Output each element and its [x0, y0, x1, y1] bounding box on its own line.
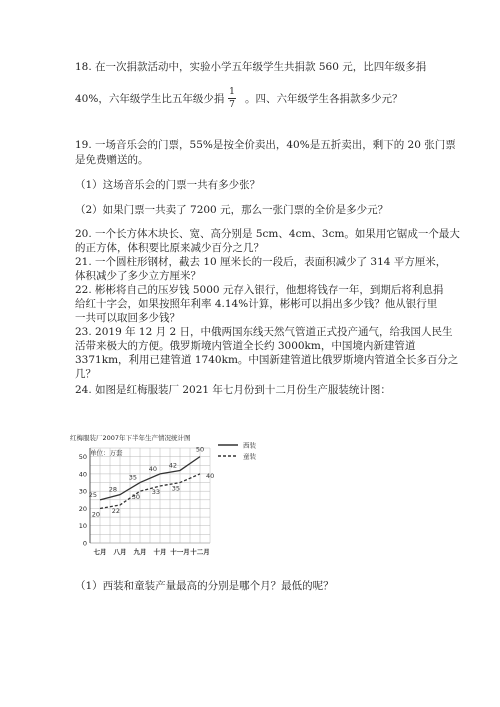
- q22-line2: 给红十字会，如果按照年利率 4.14%计算，彬彬可以捐出多少钱？他从银行里: [75, 298, 438, 310]
- y-tick-label: 20: [78, 504, 87, 513]
- data-label: 25: [88, 490, 97, 499]
- q19-line2: 是免费赠送的。: [75, 154, 149, 166]
- fraction-denominator: 7: [229, 100, 235, 110]
- fraction-numerator: 1: [229, 87, 235, 97]
- y-tick-label: 0: [82, 539, 87, 548]
- q23-line3: 3371km，利用已建管道 1740km。中国新建管道比俄罗斯境内管道全长多百分之: [75, 354, 459, 366]
- x-tick-label: 九月: [133, 548, 147, 556]
- q19-sub1: （1）这场音乐会的门票一共有多少张？: [75, 179, 261, 191]
- data-label: 35: [128, 473, 137, 482]
- data-label: 40: [148, 464, 157, 473]
- q21-line2: 体积减少了多少立方厘米？: [75, 270, 201, 282]
- data-label: 28: [108, 485, 117, 494]
- x-tick-label: 八月: [113, 548, 127, 556]
- q18-line2a: 40%，六年级学生比五年级少捐: [75, 93, 225, 105]
- q23-line4: 几？: [75, 368, 96, 380]
- data-label: 33: [151, 488, 160, 496]
- chart-title: 红梅服装厂2007年下半年生产情况统计图: [70, 434, 191, 442]
- q19-line1: 19. 一场音乐会的门票，55%是按全价卖出，40%是五折卖出，剩下的 20 张门票: [75, 139, 456, 151]
- legend-label: 西装: [243, 441, 256, 450]
- q22-line3: 一共可以取回多少钱？: [75, 312, 180, 324]
- data-label: 30: [131, 493, 140, 502]
- q20-line1: 20. 一个长方体木块长、宽、高分别是 5cm、4cm、3cm。如果用它锯成一个最大: [75, 228, 460, 240]
- q19-sub2: （2）如果门票一共卖了 7200 元，那么一张门票的全价是多少元？: [75, 204, 389, 216]
- production-line-chart: [70, 428, 270, 568]
- x-tick-label: 十月: [153, 548, 167, 556]
- x-tick-label: 十二月: [190, 548, 210, 556]
- q24-sub1: （1）西装和童装产量最高的分别是哪个月？最低的呢？: [75, 580, 334, 592]
- q18-line1: 18. 在一次捐款活动中，实验小学五年级学生共捐款 560 元，比四年级多捐: [75, 61, 427, 73]
- q18-line2b: 。四、六年级学生各捐款多少元？: [245, 93, 403, 105]
- q21-line1: 21. 一个圆柱形钢材，截去 10 厘米长的一段后，表面积减少了 314 平方厘米，: [75, 256, 447, 268]
- q24-line1: 24. 如图是红梅服装厂 2021 年七月份到十二月份生产服装统计图：: [75, 384, 391, 396]
- chart-legend: [218, 441, 257, 461]
- data-label: 42: [168, 461, 177, 470]
- legend-label: 童装: [243, 452, 256, 461]
- y-tick-label: 40: [78, 470, 87, 479]
- x-tick-label: 七月: [93, 548, 107, 556]
- y-tick-label: 10: [78, 522, 87, 531]
- y-tick-label: 30: [78, 487, 87, 496]
- q22-line1: 22. 彬彬将自己的压岁钱 5000 元存入银行，他想将钱存一年，到期后将利息捐: [75, 284, 444, 296]
- q20-line2: 的正方体，体积要比原来减少百分之几？: [75, 242, 264, 254]
- fraction-bar: [228, 98, 236, 99]
- q23-line1: 23. 2019 年 12 月 2 日，中俄两国东线天然气管道正式投产通气，给我国人民生: [75, 326, 453, 338]
- data-label: 40: [206, 471, 215, 480]
- data-label: 22: [111, 507, 120, 515]
- data-label: 35: [171, 484, 180, 493]
- data-label: 20: [91, 510, 100, 519]
- q18-fraction: [228, 87, 236, 110]
- data-label: 50: [195, 445, 205, 454]
- y-tick-label: 50: [78, 453, 87, 462]
- x-tick-label: 十一月: [170, 548, 190, 556]
- q23-line2: 活带来极大的方便。俄罗斯境内管道全长约 3000km，中国境内新建管道: [75, 340, 416, 352]
- chart-ylabel: 单位：万套: [90, 449, 123, 457]
